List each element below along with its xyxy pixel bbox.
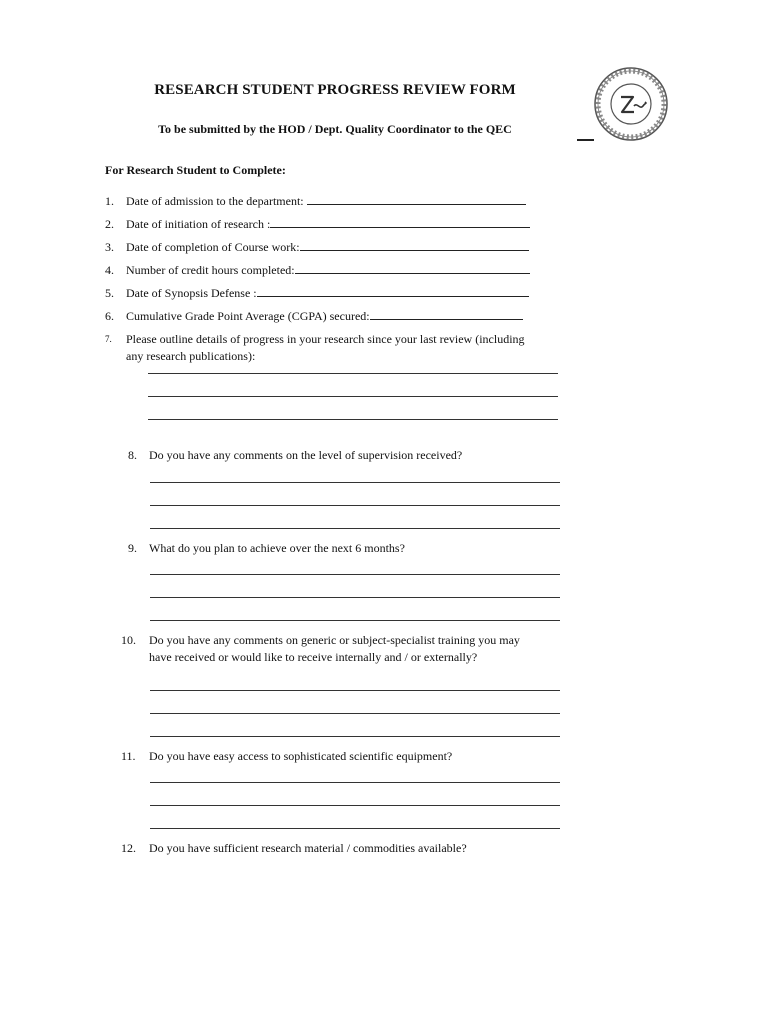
answer-line[interactable] [148, 419, 558, 420]
answer-line[interactable] [150, 597, 560, 598]
answer-line[interactable] [150, 482, 560, 483]
form-title: RESEARCH STUDENT PROGRESS REVIEW FORM [154, 82, 516, 98]
section-heading: For Research Student to Complete: [105, 163, 286, 177]
item-label: Do you have sufficient research material / commodities available? [149, 841, 467, 855]
credit-hours-field[interactable] [295, 262, 530, 274]
answer-line[interactable] [148, 396, 558, 397]
answer-line[interactable] [150, 690, 560, 691]
corner-mark [577, 139, 594, 141]
university-seal-icon [593, 66, 669, 142]
answer-line[interactable] [150, 828, 560, 829]
answer-line[interactable] [150, 574, 560, 575]
item-number: 3. [105, 240, 114, 254]
item-label: Date of Synopsis Defense : [126, 286, 257, 300]
answer-line[interactable] [150, 713, 560, 714]
item-label: Date of admission to the department: [126, 194, 307, 208]
cgpa-field[interactable] [370, 308, 523, 320]
answer-line[interactable] [150, 620, 560, 621]
answer-line[interactable] [150, 736, 560, 737]
admission-date-field[interactable] [307, 193, 526, 205]
item-number: 11. [121, 749, 136, 763]
item-label: What do you plan to achieve over the next 6 months? [149, 541, 405, 555]
item-label: Number of credit hours completed: [126, 263, 295, 277]
item-label: Date of completion of Course work: [126, 240, 300, 254]
answer-line[interactable] [150, 505, 560, 506]
synopsis-defense-date-field[interactable] [257, 285, 529, 297]
item-number: 9. [128, 541, 137, 555]
form-subtitle: To be submitted by the HOD / Dept. Quality Coordinator to the QEC [158, 122, 512, 136]
research-initiation-date-field[interactable] [270, 216, 530, 228]
item-number: 8. [128, 448, 137, 462]
item-number: 6. [105, 309, 114, 323]
answer-line[interactable] [148, 373, 558, 374]
item-number: 10. [121, 633, 136, 647]
item-label: Please outline details of progress in your research since your last review (including [126, 332, 525, 346]
item-number: 12. [121, 841, 136, 855]
item-number: 5. [105, 286, 114, 300]
answer-line[interactable] [150, 805, 560, 806]
item-label: Date of initiation of research : [126, 217, 271, 231]
answer-line[interactable] [150, 782, 560, 783]
item-label: Do you have any comments on generic or subject-specialist training you may [149, 633, 520, 647]
coursework-completion-date-field[interactable] [300, 239, 529, 251]
item-label-continued: have received or would like to receive internally and / or externally? [149, 650, 478, 664]
item-number: 2. [105, 217, 114, 231]
answer-line[interactable] [150, 528, 560, 529]
item-number: 1. [105, 194, 114, 208]
item-label: Do you have any comments on the level of supervision received? [149, 448, 463, 462]
item-label: Cumulative Grade Point Average (CGPA) secured: [126, 309, 370, 323]
item-label: Do you have easy access to sophisticated scientific equipment? [149, 749, 453, 763]
item-number: 7. [105, 334, 112, 344]
item-number: 4. [105, 263, 114, 277]
item-label-continued: any research publications): [126, 349, 256, 363]
